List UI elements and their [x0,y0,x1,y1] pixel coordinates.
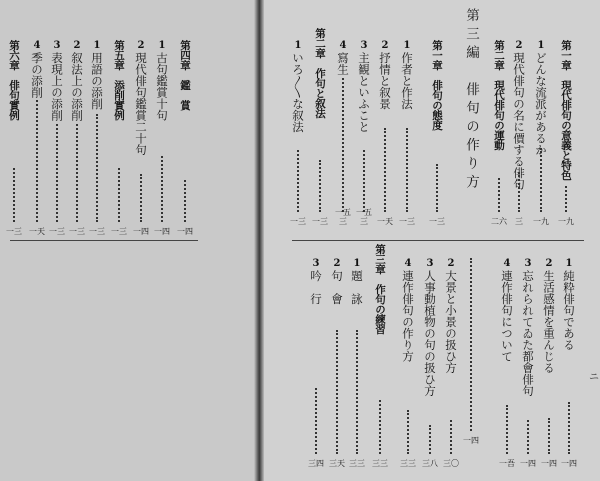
entry-title: 抒情と叙景 [378,52,392,110]
right_upper-entry [532,40,550,226]
page-number: 一三 [69,227,85,236]
entry-number: 1 [565,258,573,269]
entry-title: 人事動植物の句の扱ひ方 [423,270,437,397]
entry-title: 第二章 作句と叙法 [314,28,326,118]
page-number: 三四 [308,459,324,468]
entry-number: 2 [381,40,389,51]
left_entries-entry [68,40,86,236]
entry-number: 1 [353,258,361,269]
right_lower-entry [519,258,537,468]
leader-dots [336,330,338,454]
page-number: 一四 [463,436,479,445]
leader-dots [118,168,120,222]
page-number: 一三 [312,217,328,226]
leader-dots [568,402,570,454]
entry-title: 第六章 俳句實例 [8,40,20,120]
entry-title: 生活感情を重んじる [542,270,556,374]
page-number: 一四 [520,459,536,468]
entry-title: 用語の添削 [90,52,104,110]
leader-dots [161,156,163,222]
page-number: 一四 [177,227,193,236]
entry-title: 古句鑑賞十句 [155,52,169,121]
entry-title: 寫生 [336,52,350,75]
leader-dots [315,388,317,454]
page-number: 一三 [111,227,127,236]
entry-number: 2 [333,258,341,269]
page-number: 一四 [133,227,149,236]
entry-title: 第三章 作句の練習 [374,244,386,334]
entry-title: いろ〳〵な叙法 [291,52,305,133]
entry-number: 2 [515,40,523,51]
leader-dots [363,150,365,212]
entry-number: 4 [404,258,412,269]
leader-dots [184,180,186,222]
right_upper-entry [510,40,528,226]
entry-number: 1 [93,40,101,51]
leader-dots [407,410,409,454]
right_lower-entry [371,244,389,468]
leader-dots [379,400,381,454]
left_entries-entry [28,40,46,236]
right_lower-entry [560,258,578,468]
page-number: 一三 [6,227,22,236]
leader-dots [518,172,520,212]
leader-dots [96,114,98,222]
page-number: 一五三 [356,208,372,226]
left_entries-entry [132,40,150,236]
page-number: 三三 [400,459,416,468]
right_upper-entry [557,40,575,226]
left_entries-entry [48,40,66,236]
entry-title: 季の添削 [30,52,44,98]
right-divider-rule [292,240,584,241]
entry-number: 3 [53,40,61,51]
entry-title: 第三編 俳句の作り方 [463,8,479,193]
leader-dots [498,178,500,212]
leader-dots [297,150,299,212]
page-number: 一九 [533,217,549,226]
entry-number: 3 [426,258,434,269]
right_upper-entry [398,40,416,226]
leader-dots [356,330,358,454]
entry-title: 句 會 [330,270,344,305]
leader-dots [540,148,542,212]
right_lower-entry [498,258,516,468]
margin-mark: ニ [589,372,599,383]
page-number: 一四 [154,227,170,236]
leader-dots [548,418,550,454]
page-number: 三三 [349,459,365,468]
entry-title: 題 詠 [350,270,364,305]
page-number: 一四 [541,459,557,468]
right_upper-entry [289,40,307,226]
page-number: 二六 [491,217,507,226]
leader-dots [436,164,438,212]
right_lower-entry [421,258,439,468]
entry-title: 連作俳句について [500,270,514,362]
entry-number: 4 [339,40,347,51]
page-number: 一三 [89,227,105,236]
right_lower-entry [328,258,346,468]
left_entries-entry [153,40,171,236]
page-number: 一三 [290,217,306,226]
right_lower-entry [540,258,558,468]
leader-dots [470,258,472,431]
entry-title: 吟 行 [309,270,323,305]
page-number: 一天 [377,217,393,226]
entry-title: 第一章 現代俳句の意義と特色 [560,40,572,180]
entry-number: 1 [537,40,545,51]
left_entries-entry [176,40,194,236]
page-number: 三八 [422,459,438,468]
entry-title: 大景と小景の扱ひ方 [444,270,458,374]
entry-title: 第一章 俳句の態度 [431,40,443,130]
right_lower-entry [442,258,460,468]
leader-dots [384,128,386,212]
entry-number: 2 [137,40,145,51]
right_upper-entry [334,40,352,226]
leader-dots [140,174,142,222]
right_upper-entry [490,40,508,226]
leader-dots [429,425,431,454]
right_lower-entry [399,258,417,468]
entry-number: 3 [524,258,532,269]
entry-number: 3 [360,40,368,51]
leader-dots [13,168,15,222]
leader-dots [319,160,321,212]
entry-title: 忘れられてゐた都會俳句 [521,270,535,397]
page-number: 三天 [329,459,345,468]
entry-title: 叙法上の添削 [70,52,84,121]
page-number: 一天 [29,227,45,236]
page-number: 一九 [558,217,574,226]
entry-number: 1 [158,40,166,51]
page-number: 三三 [372,459,388,468]
right_lower-entry [307,258,325,468]
leader-dots [406,128,408,212]
page-number: 一四 [561,459,577,468]
entry-title: 主観といふこと [357,52,371,133]
entry-number: 3 [312,258,320,269]
leader-dots [527,420,529,454]
leader-dots [36,100,38,222]
entry-number: 1 [294,40,302,51]
entry-title: 表現上の添削 [50,52,64,121]
leader-dots [506,405,508,454]
page-number: 一三 [49,227,65,236]
right_upper-entry [311,28,329,226]
leader-dots [56,124,58,222]
entry-title: 第五章 添削實例 [113,40,125,120]
entry-title: 現代俳句鑑賞二十句 [134,52,148,156]
leader-dots [342,78,344,212]
entry-title: 現代俳句の名に價する俳句 [512,52,526,190]
page-number: 一三 [399,217,415,226]
entry-title: どんな流派があるか [534,52,548,156]
leader-dots [76,124,78,222]
page-number: 三 [515,217,523,226]
entry-title: 第二章 現代俳句の運動 [493,40,505,150]
page-number: 一五三 [335,208,351,226]
entry-number: 2 [545,258,553,269]
left_entries-entry [110,40,128,236]
right_lower-entry [348,258,366,468]
entry-title: 純粋俳句である [562,270,576,351]
page-number: 三〇 [443,459,459,468]
leader-dots [565,186,567,212]
right_upper-entry [462,8,480,445]
right_upper-entry [355,40,373,226]
page-number: 一吾 [499,459,515,468]
right_upper-entry [376,40,394,226]
left-divider-rule [10,240,198,241]
entry-title: 連作俳句の作り方 [401,270,415,362]
book-gutter [254,0,264,481]
right_upper-entry [428,40,446,226]
entry-title: 作者と作法 [400,52,414,110]
leader-dots [450,420,452,454]
left_entries-entry [5,40,23,236]
left_entries-entry [88,40,106,236]
entry-number: 2 [73,40,81,51]
entry-number: 4 [503,258,511,269]
entry-title: 第四章 鑑 賞 [179,40,191,110]
entry-number: 4 [33,40,41,51]
page-number: 一三 [429,217,445,226]
entry-number: 1 [403,40,411,51]
entry-number: 2 [447,258,455,269]
